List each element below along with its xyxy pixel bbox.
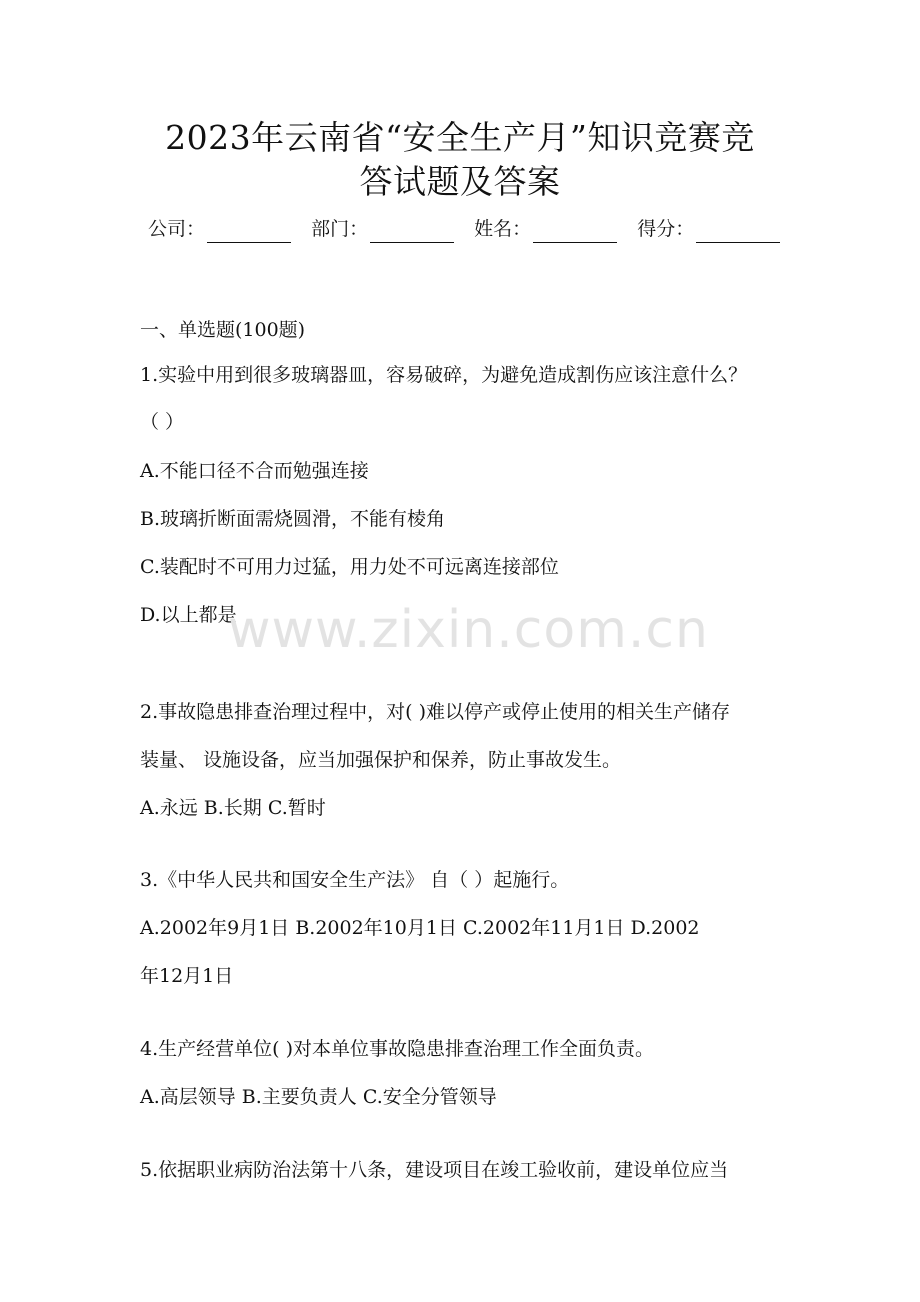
score-blank — [696, 222, 780, 243]
company-label: 公司： — [148, 218, 206, 240]
name-field — [474, 215, 617, 243]
q2-stem-line-1: 2.事故隐患排查治理过程中，对( )难以停产或停止使用的相关生产储存 — [140, 701, 730, 723]
q2-stem-line-2: 装量、 设施设备，应当加强保护和保养，防止事故发生。 — [140, 749, 622, 771]
q4-options: A.高层领导 B.主要负责人 C.安全分管领导 — [140, 1086, 497, 1108]
q5-stem-line-1: 5.依据职业病防治法第十八条，建设项目在竣工验收前，建设单位应当 — [140, 1159, 729, 1181]
company-blank — [207, 222, 291, 243]
q3-stem: 3.《中华人民共和国安全生产法》 自（ ）起施行。 — [140, 869, 570, 891]
q1-stem-line-1: 1.实验中用到很多玻璃器皿，容易破碎，为避免造成割伤应该注意什么？ — [140, 364, 748, 386]
q1-option-a: A.不能口径不合而勉强连接 — [140, 460, 369, 482]
q1-option-d: D.以上都是 — [140, 604, 237, 626]
name-label: 姓名： — [474, 218, 532, 240]
watermark: www.zixin.com.cn — [228, 600, 709, 660]
q4-stem: 4.生产经营单位( )对本单位事故隐患排查治理工作全面负责。 — [140, 1038, 654, 1060]
q3-options-line-1: A.2002年9月1日 B.2002年10月1日 C.2002年11月1日 D.2002 — [140, 917, 700, 939]
q1-option-b: B.玻璃折断面需烧圆滑，不能有棱角 — [140, 508, 446, 530]
q1-option-c: C.装配时不可用力过猛，用力处不可远离连接部位 — [140, 556, 559, 578]
header-form-row — [148, 215, 788, 243]
score-field — [637, 215, 780, 243]
department-label: 部门： — [311, 218, 369, 240]
department-field — [311, 215, 454, 243]
document-title-line-2: 答试题及答案 — [359, 162, 561, 201]
section-heading: 一、单选题(100题) — [140, 319, 306, 341]
score-label: 得分： — [637, 218, 695, 240]
q3-options-line-2: 年12月1日 — [140, 965, 234, 987]
document-title-line-1: 2023年云南省“安全生产月”知识竞赛竞 — [165, 118, 755, 157]
name-blank — [533, 222, 617, 243]
company-field — [148, 215, 291, 243]
q2-options: A.永远 B.长期 C.暂时 — [140, 797, 326, 819]
q1-stem-line-2: （ ） — [140, 411, 185, 433]
department-blank — [370, 222, 454, 243]
